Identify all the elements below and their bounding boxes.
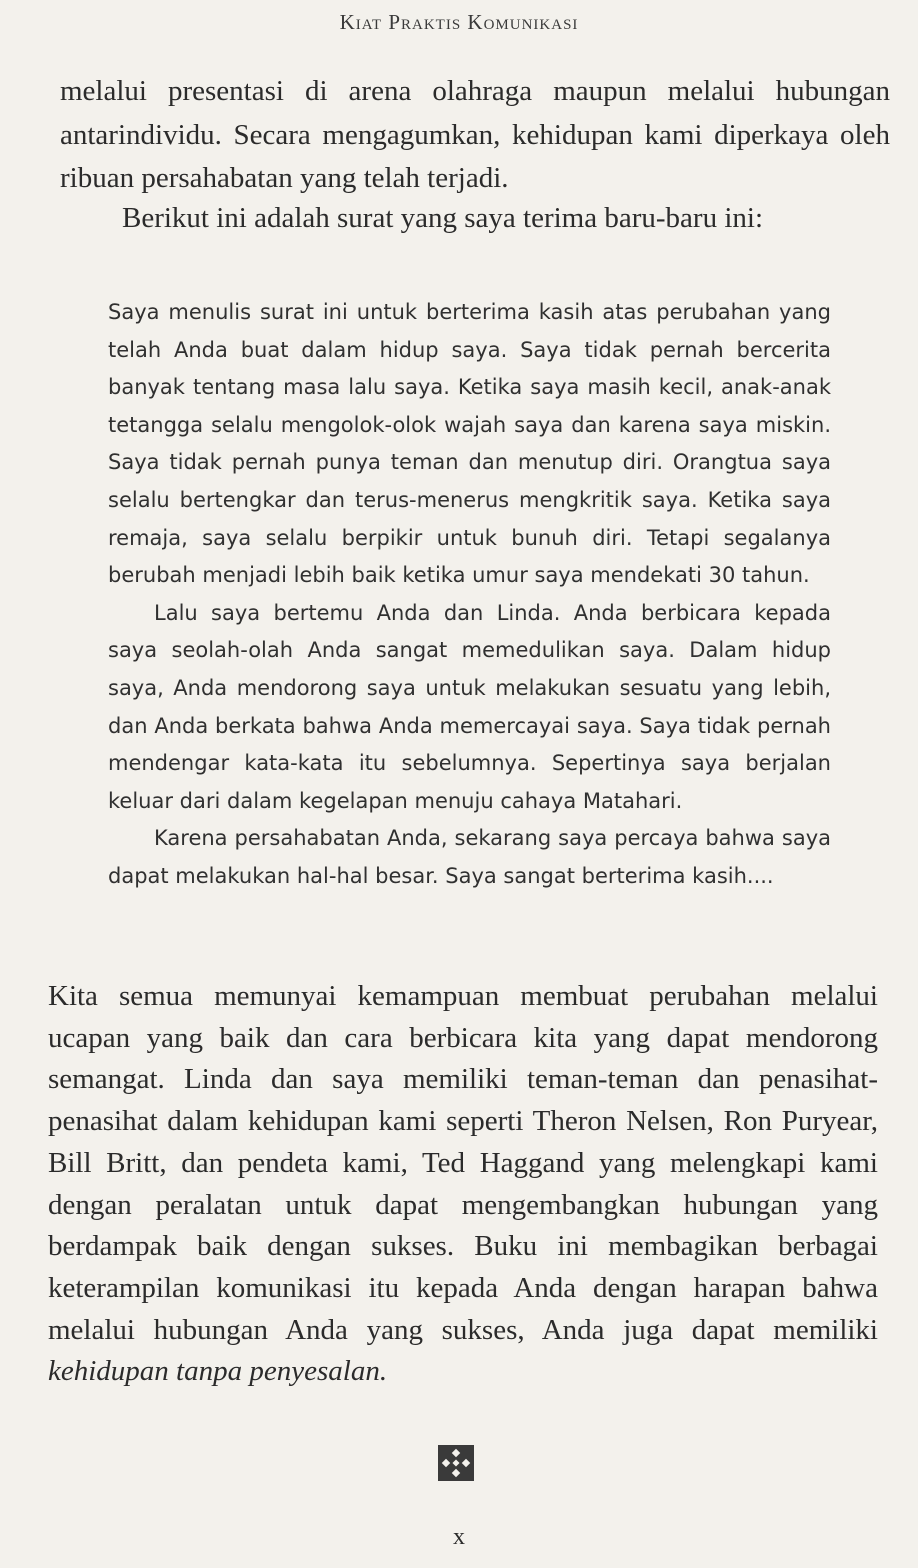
closing-paragraph [48, 976, 878, 1393]
letter-paragraph-1: Saya menulis surat ini untuk berterima kasih atas perubahan yang telah Anda buat dalam hidup saya. Saya tidak pernah bercerita banyak tentang masa lalu saya. Ketika saya masih kecil, anak-anak tetangga selalu mengolok-olok wajah saya dan karena saya miskin. Saya tidak pernah punya teman dan menutup diri. Orangtua saya selalu bertengkar dan terus-menerus mengkritik saya. Ketika saya remaja, saya selalu berpikir untuk bunuh diri. Tetapi segalanya berubah menjadi lebih baik ketika umur saya mendekati 30 tahun. [108, 300, 831, 588]
closing-text: Kita semua memunyai kemampuan membuat perubahan melalui ucapan yang baik dan cara berbicara kita yang dapat mendorong semangat. Linda dan saya memiliki teman-teman dan penasihat-penasihat dalam kehidupan kami seperti Theron Nelsen, Ron Puryear, Bill Britt, dan pendeta kami, Ted Haggand yang melengkapi kami dengan peralatan untuk dapat mengembangkan hubungan yang berdampak baik dengan sukses. Buku ini membagikan berbagai keterampilan komunikasi itu kepada Anda dengan harapan bahwa melalui hubungan Anda yang sukses, Anda juga dapat memiliki [48, 980, 878, 1346]
page-number: x [453, 1524, 465, 1550]
letter-quote [108, 294, 831, 896]
closing-emphasis: kehidupan tanpa penyesalan. [48, 1355, 388, 1388]
diamond-ornament-icon [438, 1445, 474, 1481]
running-header: Kiat Praktis Komunikasi [339, 10, 579, 34]
intro-paragraph: melalui presentasi di arena olahraga maupun melalui hubungan antarindividu. Secara mengagumkan, kehidupan kami diperkaya oleh ribuan persahabatan yang telah terjadi. [60, 75, 890, 194]
letter-paragraph-2: Lalu saya bertemu Anda dan Linda. Anda berbicara kepada saya seolah-olah Anda sangat memedulikan saya. Dalam hidup saya, Anda mendorong saya untuk melakukan sesuatu yang lebih, dan Anda berkata bahwa Anda memercayai saya. Saya tidak pernah mendengar kata-kata itu sebelumnya. Sepertinya saya berjalan keluar dari dalam kegelapan menuju cahaya Matahari. [108, 600, 831, 813]
letter-paragraph-3: Karena persahabatan Anda, sekarang saya percaya bahwa saya dapat melakukan hal-hal besar. Saya sangat berterima kasih.... [108, 826, 831, 888]
letter-lead-in: Berikut ini adalah surat yang saya terima baru-baru ini: [122, 202, 764, 234]
